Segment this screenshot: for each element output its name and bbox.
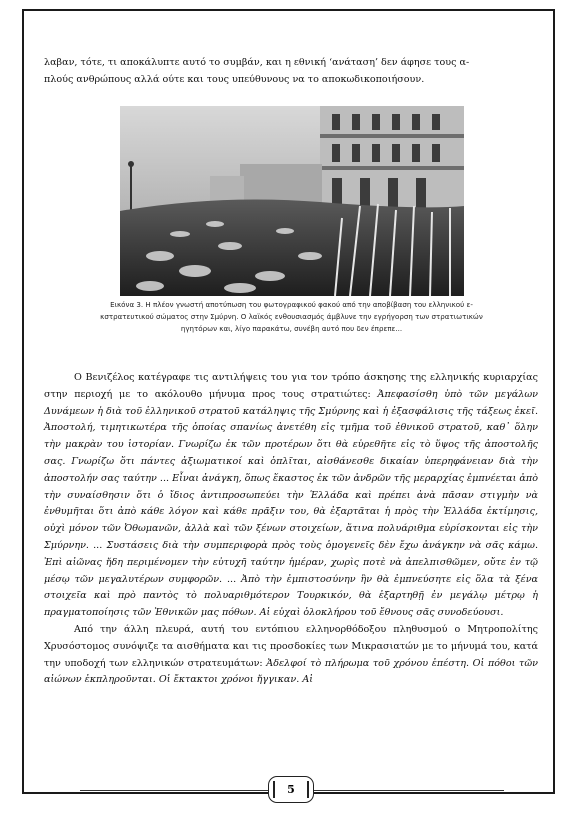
caption-line-3: ηγητόρων και, λίγο παρακάτω, συνέβη αυτό που δεν έπρεπε...: [180, 324, 403, 333]
chrysostomos-quote: Ἀδελφοί τὸ πλήρωμα τοῦ χρόνου ἐπέστη. Οἱ πόθοι τῶν αἰώνων ἐκπληροῦνται. Οἱ ἔκτακτοι χρόνοι ἤγγικαν. Αἱ: [44, 657, 538, 686]
caption-line-1: Εικόνα 3. Η πλέον γνωστή αποτύπωση του φωτογραφικού φακού από την αποβίβαση του ελληνικού ε-: [110, 300, 473, 309]
intro-paragraph: [44, 55, 538, 89]
intro-line-2: πλούς ανθρώπους αλλά ούτε και τους υπεύθυνους να το αποκωδικοποιήσουν.: [44, 73, 425, 85]
paragraph-chrysostomos-text: Από την άλλη πλευρά, αυτή του εντόπιου ελληνορθόδοξου πληθυσμού ο Μητροπολίτης Χρυσόστομος συνόψιζε τα αισθήματα και τις προσδοκίες των Μικρασιατών με το μήνυμά του, κατά την υποδοχή των ελληνικών στρατευμάτων:: [44, 623, 538, 669]
caption-line-2: κστρατευτικού σώματος στην Σμύρνη. Ο λαϊκός ενθουσιασμός άμβλυνε την εγρήγορση των στρατιωτικών: [100, 312, 483, 321]
figure-caption: [70, 299, 513, 335]
historical-photo: [120, 106, 464, 296]
paragraph-venizelos-text: Ο Βενιζέλος κατέγραφε τις αντιλήψεις του για τον τρόπο άσκησης της ελληνικής κυριαρχίας στην περιοχή με το ακόλουθο μήνυμα προς τους στρατιώτες:: [44, 372, 538, 400]
intro-line-1: λαβαν, τότε, τι αποκάλυπτε αυτό το συμβάν, και η εθνική ‘ανάταση’ δεν άφησε τους α-: [44, 57, 470, 68]
venizelos-quote: Ἀπεφασίσθη ὑπὸ τῶν μεγάλων Δυνάμεων ἡ διὰ τοῦ ἑλληνικοῦ στρατοῦ κατάληψις τῆς Σμύρνης καὶ ἡ ἐξασφάλισις τῆς τάξεως ἐκεῖ. Ἀποστολή, τιμητικωτέρα τῆς ὁποίας σπανίως ἀνετέθη εἰς τμῆμα τοῦ ἐθνικοῦ στρατοῦ, καθ᾽ ὅλην τὴν μακρὰν του ἱστορίαν. Γνωρίζω ἐκ τῶν προτέρων ὅτι θὰ εὑρεθῆτε εἰς τὸ ὕψος τῆς ἀποστολῆς σας. Γνωρίζω ὅτι πάντες ἀξιωματικοί καὶ ὁπλῖται, αἰσθάνεσθε δικαίαν ὑπερηφάνειαν διὰ τὴν ἀποστολήν σας ταύτην ... Εἶναι ἀνάγκη, ὅπως ἕκαστος ἐκ τῶν ἀνδρῶν τῆς μεραρχίας ἐμπνέεται ἀπὸ τὴν συναίσθησιν ὅτι ὁ ἴδιος ἀντιπροσωπεύει τὴν Ἑλλάδα καὶ πρέπει ἀνὰ πᾶσαν στιγμὴν νὰ ἐνθυμῆται ὅτι ἀπὸ κάθε λόγον καὶ κάθε πρᾶξιν του, θὰ ἐξαρτᾶται ἡ πρὸς τὴν Ἑλλάδα ἐκτίμησις, οὐχὶ μόνον τῶν Ὀθωμανῶν, ἀλλὰ καὶ τῶν ξένων στοιχείων, ἅτινα πολυάριθμα εὑρίσκονται εἰς τὴν Σμύρνην. ... Συστάσεις διὰ τὴν συμπεριφορὰ πρὸς τοὺς ὁμογενεῖς δὲν ἔχω ἀνάγκην νὰ σᾶς κάμω. Ἐπὶ αἰῶνας ἤδη περιμένομεν τὴν εὐτυχῆ ταύτην ἡμέραν, χωρὶς ποτὲ νὰ ἀπελπισθῶμεν, οὔτε ἐν τῷ μέσῳ τῶν μεγαλυτέρων συμφορῶν. ... Ἀπὸ τὴν ἐμπιστοσύνην ἣν θὰ ἐμπνεύσητε εἰς ὅλα τὰ ξένα στοιχεῖα καὶ πρὸ παντὸς τὸ πολυαριθμότερον Τουρκικόν, θὰ ἐξαρτηθῇ ἐν μεγάλῳ μέτρῳ ἡ πραγματοποίησις τῶν Ἐθνικῶν μας πόθων. Αἱ εὐχαὶ ὁλοκλήρου τοῦ ἔθνους σᾶς συνοδεύουσι.: [44, 388, 538, 619]
paragraph-venizelos: [44, 370, 538, 622]
paragraph-chrysostomos: [44, 622, 538, 689]
page-number-text: 5: [287, 783, 295, 796]
page-number: [268, 776, 314, 803]
crowd-photo-image: [120, 106, 464, 296]
body-text: [44, 370, 538, 689]
